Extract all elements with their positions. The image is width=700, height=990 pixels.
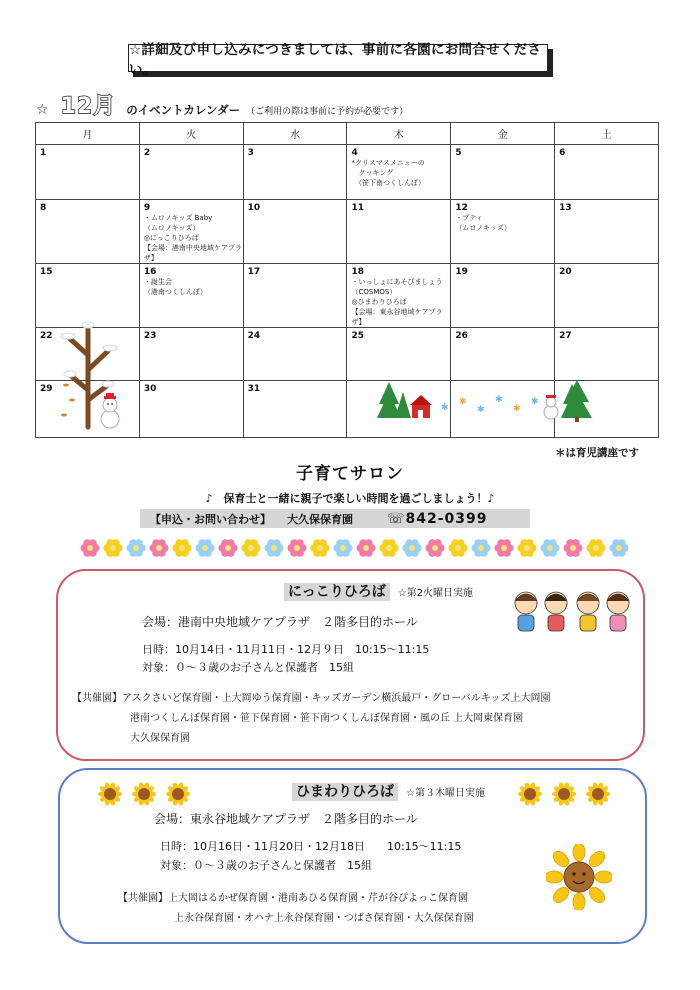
calendar-day-cell: [451, 145, 555, 200]
day-number: 15: [40, 267, 53, 277]
svg-text:✱: ✱: [459, 397, 467, 407]
flower-icon: [196, 539, 215, 557]
contact-name: 大久保保育園: [287, 512, 353, 526]
flower-icon: [380, 539, 399, 557]
flower-icon: [357, 539, 376, 557]
day-number: 11: [351, 203, 365, 213]
small-sunflower-icon: [552, 782, 576, 806]
small-sunflower-icon: [586, 782, 610, 806]
himawari-title-row: [292, 781, 485, 801]
himawari-dates: 日時：10月16日・11月20日・12月18日 10:15～11:15: [160, 840, 462, 853]
day-number: 12: [455, 203, 468, 213]
weekday-header: 金: [451, 123, 555, 145]
calendar-day-cell: [451, 200, 555, 264]
himawari-target: 対象：０～３歳のお子さんと保護者 15組: [160, 859, 372, 872]
small-sunflower-icon: [98, 782, 122, 806]
calendar-subtitle: のイベントカレンダー: [126, 103, 241, 117]
flower-icon: [403, 539, 422, 557]
notice-banner: [128, 44, 552, 78]
flower-icon: [449, 539, 468, 557]
nikkori-title: にっこりひろば: [284, 583, 390, 601]
flower-icon: [265, 539, 284, 557]
calendar-day-cell: [555, 328, 659, 381]
snowman-icon: [96, 393, 124, 429]
himawari-venue: 会場：東永谷地域ケアプラザ ２階多目的ホール: [154, 812, 418, 826]
calendar-day-cell: [451, 264, 555, 328]
flower-icon: [610, 539, 629, 557]
calendar-day-cell: [139, 328, 243, 381]
pine-tree-icon: [562, 380, 592, 422]
children-holding-hands-icon: [510, 587, 636, 635]
calendar-day-cell: [243, 328, 347, 381]
day-number: 31: [247, 384, 261, 394]
day-number: 25: [351, 331, 365, 341]
day-number: 16: [143, 267, 157, 277]
nikkori-hosts-line: 大久保保育園: [130, 733, 190, 744]
day-number: 13: [559, 203, 572, 213]
himawari-hosts-line: 【共催園】上大岡はるかぜ保育園・港南あひる保育園・芹が谷ぴよっこ保育園: [118, 893, 468, 904]
flower-icon: [150, 539, 169, 557]
nikkori-venue: 会場：港南中央地域ケアプラザ ２階多目的ホール: [142, 615, 418, 629]
day-number: 19: [455, 267, 468, 277]
day-number: 20: [559, 267, 572, 277]
winter-scene-icon: [377, 378, 587, 424]
flower-border: [78, 536, 628, 560]
calendar-week-row: [36, 145, 659, 200]
contact-bar: [140, 509, 530, 528]
big-sunflower-icon: [546, 844, 612, 910]
weekday-header: 木: [347, 123, 451, 145]
nikkori-hiroba-box: [56, 569, 645, 761]
day-number: 9: [143, 203, 151, 213]
day-number: 6: [559, 148, 566, 158]
contact-phone: ☏842-0399: [387, 510, 488, 527]
weekday-header: 火: [139, 123, 243, 145]
day-event: ・プティ （ムロノキッズ）: [455, 214, 511, 232]
reservation-note: （ご利用の際は事前に予約が必要です）: [246, 107, 409, 117]
flower-icon: [104, 539, 123, 557]
day-number: 23: [143, 331, 157, 341]
calendar-day-cell: [555, 264, 659, 328]
star-icon: ☆: [36, 102, 49, 118]
calendar-day-cell: [139, 381, 243, 438]
notice-text: ☆詳細及び申し込みにつきましては、事前に各園にお問合せください。: [128, 44, 548, 72]
flower-icon: [242, 539, 261, 557]
day-event: ・いっしょにあそびましょう （COSMOS） ◎ひまわりひろば 【会場：東永谷地域ケアプラザ】: [351, 278, 443, 326]
calendar-day-cell: [347, 200, 451, 264]
flower-icon: [518, 539, 537, 557]
calendar-day-cell: [243, 381, 347, 438]
himawari-hosts-line: 上永谷保育園・オハナ上永谷保育園・つばさ保育園・大久保保育園: [174, 913, 474, 924]
calendar-day-cell: [36, 145, 140, 200]
calendar-day-cell: [243, 200, 347, 264]
sunflower-row-left-icon: [96, 780, 226, 808]
day-number: 5: [455, 148, 462, 158]
calendar-day-cell: [243, 145, 347, 200]
nikkori-hosts-line: 港南つくしんぼ保育園・笹下保育園・笹下南つくしんぼ保育園・風の丘 上大岡東保育園: [130, 713, 524, 724]
day-event: *クリスマスメニューの クッキング （笹下南つくしんぼ）: [351, 159, 425, 187]
calendar-week-row: [36, 200, 659, 264]
day-number: 22: [40, 331, 53, 341]
calendar-week-row: [36, 328, 659, 381]
day-number: 30: [143, 384, 157, 394]
svg-text:✱: ✱: [513, 404, 521, 414]
day-number: 2: [143, 148, 151, 158]
day-number: 10: [247, 203, 261, 213]
contact-label: 【申込・お問い合わせ】: [150, 512, 271, 526]
flower-icon: [219, 539, 238, 557]
day-event: ・誕生会 （港南つくしんぼ）: [143, 278, 207, 296]
day-event: ・ムロノキッズ Baby （ムロノキッズ） ◎にっこりひろば 【会場：港南中央地域ケアプラザ】: [143, 214, 242, 262]
nikkori-target: 対象：０～３歳のお子さんと保護者 15組: [142, 661, 354, 674]
small-sunflower-icon: [132, 782, 156, 806]
flower-icon: [173, 539, 192, 557]
flower-icon: [81, 539, 100, 557]
salon-description: ♪ 保育士と一緒に親子で楽しい時間を過ごしましょう！♪: [205, 492, 495, 505]
day-number: 1: [40, 148, 47, 158]
flower-icon: [495, 539, 514, 557]
nikkori-hosts-line: 【共催園】アスクさいど保育園・上大岡ゆう保育園・キッズガーデン横浜最戸・グローバルキッズ上大岡園: [72, 693, 551, 704]
flower-icon: [127, 539, 146, 557]
flower-icon: [426, 539, 445, 557]
flower-icon: [541, 539, 560, 557]
calendar-title: [36, 96, 408, 120]
calendar-day-cell: [243, 264, 347, 328]
nikkori-dates: 日時：10月14日・11月11日・12月９日 10:15～11:15: [142, 643, 430, 656]
flower-icon: [311, 539, 330, 557]
day-number: 8: [40, 203, 47, 213]
weekday-header: 土: [555, 123, 659, 145]
day-number: 3: [247, 148, 254, 158]
weekday-header-row: [36, 123, 659, 145]
flower-icon: [334, 539, 353, 557]
himawari-schedule: ☆第３木曜日実施: [406, 788, 485, 799]
small-sunflower-icon: [166, 782, 190, 806]
day-number: 17: [247, 267, 261, 277]
svg-text:✱: ✱: [495, 395, 503, 405]
calendar-day-cell: [139, 200, 243, 264]
calendar-day-cell: [347, 145, 451, 200]
calendar-day-cell: [347, 264, 451, 328]
day-number: 24: [247, 331, 261, 341]
calendar-day-cell: [555, 145, 659, 200]
calendar-day-cell: [555, 200, 659, 264]
salon-title: 子育てサロン: [296, 464, 404, 484]
day-number: 18: [351, 267, 365, 277]
svg-text:✱: ✱: [441, 403, 449, 413]
nikkori-title-row: [284, 581, 473, 601]
svg-text:✱: ✱: [531, 397, 539, 407]
calendar-day-cell: [139, 145, 243, 200]
himawari-title: ひまわりひろば: [292, 783, 398, 801]
calendar-day-cell: [347, 328, 451, 381]
lecture-footnote: ＊は育児講座です: [555, 447, 639, 459]
small-sunflower-icon: [518, 782, 542, 806]
day-number: 4: [351, 148, 358, 158]
weekday-header: 月: [36, 123, 140, 145]
calendar-day-cell: [451, 328, 555, 381]
calendar-week-row: [36, 264, 659, 328]
nikkori-schedule: ☆第2火曜日実施: [397, 588, 474, 599]
day-number: 27: [559, 331, 572, 341]
flower-icon: [288, 539, 307, 557]
sunflower-row-right-icon: [516, 780, 616, 808]
weekday-header: 水: [243, 123, 347, 145]
calendar-day-cell: [139, 264, 243, 328]
day-number: 29: [40, 384, 53, 394]
day-number: 26: [455, 331, 468, 341]
flower-icon: [587, 539, 606, 557]
himawari-hiroba-box: [58, 768, 647, 944]
flower-icon: [472, 539, 491, 557]
month-label: 12月: [60, 94, 117, 119]
svg-text:✱: ✱: [477, 405, 485, 415]
flower-icon: [564, 539, 583, 557]
calendar-day-cell: [36, 200, 140, 264]
